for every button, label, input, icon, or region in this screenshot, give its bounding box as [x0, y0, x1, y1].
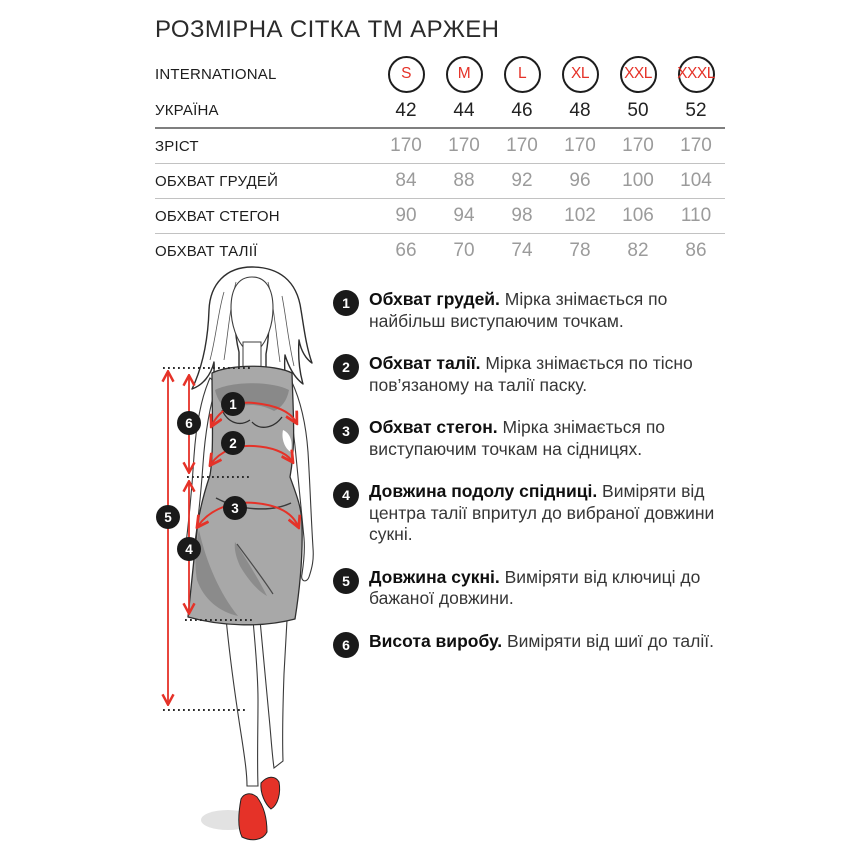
measurement-value: 66	[395, 240, 417, 261]
instruction-number-badge: 1	[333, 290, 359, 316]
figure-marker-hips-label: 3	[231, 500, 239, 516]
measurement-value: 74	[511, 240, 533, 261]
measurement-value: 170	[564, 135, 596, 156]
row-label: ОБХВАТ ТАЛІЇ	[155, 242, 258, 260]
figure-marker-dress-length-label: 5	[164, 509, 172, 525]
instruction-text: Висота виробу. Виміряти від шиї до талії.	[369, 630, 714, 651]
table-row-ukraine	[155, 94, 725, 129]
measurement-value: 90	[395, 205, 417, 226]
measurement-rows	[155, 129, 725, 268]
measurement-value: 84	[395, 170, 417, 191]
row-label: ОБХВАТ ГРУДЕЙ	[155, 172, 279, 190]
measurement-value: 106	[622, 205, 654, 226]
ukraine-size-value: 42	[395, 99, 417, 121]
instruction-text: Обхват грудей. Мірка знімається по найбільш виступаючим точкам.	[369, 289, 668, 331]
right-shoe	[261, 777, 280, 809]
left-leg	[226, 618, 258, 786]
table-row-international	[155, 54, 725, 94]
instruction-number-badge: 3	[333, 418, 359, 444]
measurement-value: 170	[680, 135, 712, 156]
table-row	[155, 199, 725, 234]
size-badge-cell	[435, 56, 493, 93]
size-badge-cell	[667, 56, 725, 93]
measurement-value: 170	[390, 135, 422, 156]
row-values	[377, 170, 725, 192]
size-badge: M	[446, 56, 483, 93]
measurement-value: 104	[680, 170, 712, 191]
measurement-value: 78	[569, 240, 591, 261]
left-shoe	[239, 794, 267, 840]
ukraine-size-value: 44	[453, 99, 475, 121]
instruction-item	[333, 481, 717, 546]
ukraine-size-value: 46	[511, 99, 533, 121]
size-badge-cell	[551, 56, 609, 93]
instruction-term: Довжина подолу спідниці.	[369, 481, 598, 501]
instruction-term: Висота виробу.	[369, 630, 503, 651]
measurement-value: 82	[627, 240, 649, 261]
measurement-value: 170	[622, 135, 654, 156]
measurement-value: 98	[511, 205, 533, 226]
international-sizes	[377, 56, 725, 93]
instruction-number-badge: 4	[333, 482, 359, 508]
page-title: РОЗМІРНА СІТКА ТМ АРЖЕН	[155, 16, 500, 43]
neck	[243, 342, 261, 369]
row-values	[377, 240, 725, 262]
table-row	[155, 164, 725, 199]
size-badge: L	[504, 56, 541, 93]
size-badge: XXL	[620, 56, 657, 93]
table-row	[155, 129, 725, 164]
measurement-value: 170	[448, 135, 480, 156]
instruction-number-badge: 5	[333, 568, 359, 594]
row-label-international: INTERNATIONAL	[155, 65, 277, 83]
instruction-term: Обхват стегон.	[369, 417, 498, 437]
instruction-text: Обхват стегон. Мірка знімається по виступаючим точкам на сідницях.	[369, 417, 666, 459]
figure-marker-waist-label: 2	[229, 435, 237, 451]
measurement-value: 100	[622, 170, 654, 191]
row-values	[377, 205, 725, 227]
row-label-ukraine: УКРАЇНА	[155, 102, 219, 119]
row-values	[377, 135, 725, 157]
instruction-item	[333, 353, 717, 396]
instruction-term: Обхват талії.	[369, 353, 481, 373]
measurement-value: 86	[685, 240, 707, 261]
instruction-item	[333, 567, 717, 610]
size-badge: XL	[562, 56, 599, 93]
measurement-value: 94	[453, 205, 475, 226]
size-badge-cell	[377, 56, 435, 93]
instruction-text: Обхват талії. Мірка знімається по тісно пов’язаному на талії паску.	[369, 353, 693, 395]
ukraine-size-value: 52	[685, 99, 707, 121]
instruction-item	[333, 289, 717, 332]
instruction-item	[333, 631, 717, 658]
measurement-value: 110	[680, 205, 712, 226]
size-table	[155, 54, 725, 268]
measurement-value: 170	[506, 135, 538, 156]
instruction-text: Довжина подолу спідниці. Виміряти від центра талії впритул до вибраної довжини сукні.	[369, 481, 715, 544]
ukraine-size-value: 48	[569, 99, 591, 121]
measurement-value: 70	[453, 240, 475, 261]
instruction-number-badge: 2	[333, 354, 359, 380]
row-label: ЗРІСТ	[155, 137, 199, 155]
figure-marker-skirt-length-label: 4	[185, 541, 193, 557]
row-label: ОБХВАТ СТЕГОН	[155, 207, 280, 225]
instruction-item	[333, 417, 717, 460]
size-badge: XXXL	[678, 56, 715, 93]
instruction-term: Обхват грудей.	[369, 289, 500, 309]
right-leg	[260, 620, 287, 768]
instruction-term: Довжина сукні.	[369, 566, 500, 587]
figure-marker-bust-label: 1	[229, 396, 237, 412]
ukraine-sizes	[377, 100, 725, 122]
measurement-value: 102	[564, 205, 596, 226]
instruction-text: Довжина сукні. Виміряти від ключиці до бажаної довжини.	[369, 566, 701, 608]
measurement-instructions	[333, 289, 717, 679]
size-badge-cell	[609, 56, 667, 93]
size-badge-cell	[493, 56, 551, 93]
measurement-value: 96	[569, 170, 591, 191]
figure-marker-product-height-label: 6	[185, 415, 193, 431]
figure-illustration	[140, 262, 340, 850]
ukraine-size-value: 50	[627, 99, 649, 121]
instruction-number-badge: 6	[333, 632, 359, 658]
size-badge: S	[388, 56, 425, 93]
measurement-value: 88	[453, 170, 475, 191]
figure-woman	[185, 267, 313, 840]
measurement-value: 92	[511, 170, 533, 191]
